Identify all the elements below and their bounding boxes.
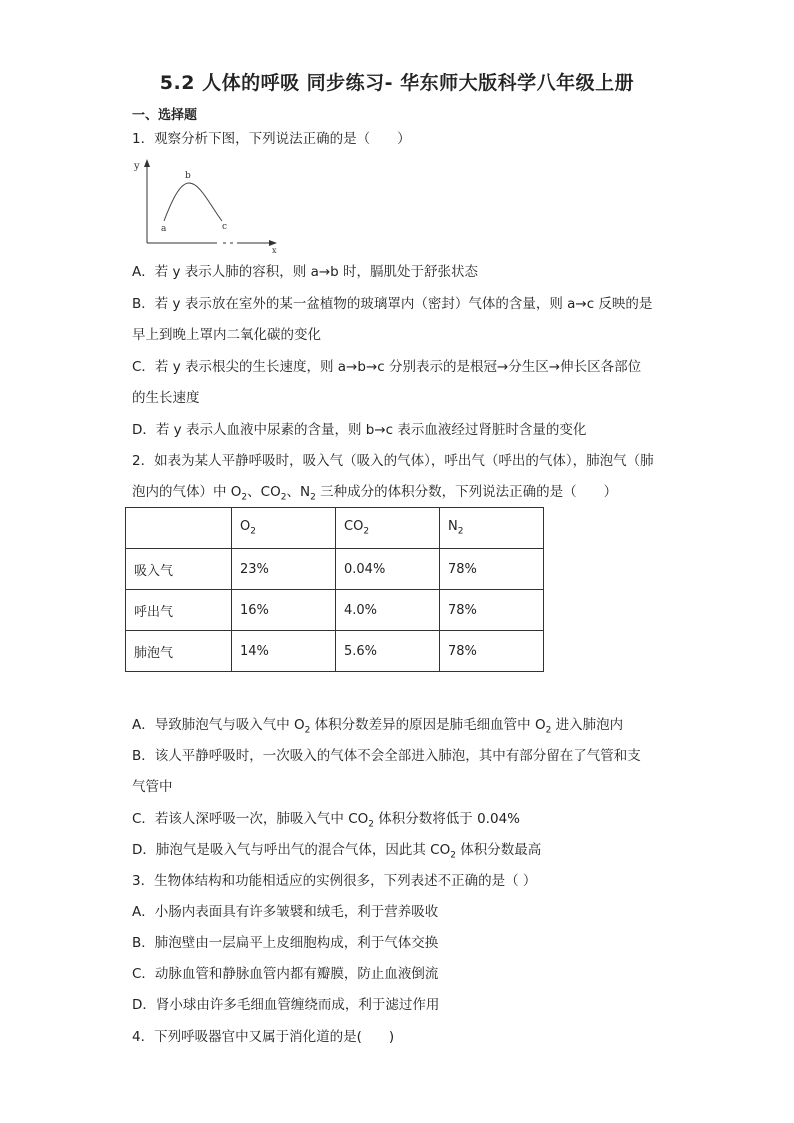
q1-option-a: A．若 y 表示人肺的容积，则 a→b 时，膈肌处于舒张状态 <box>132 264 479 280</box>
table-header-cell <box>126 508 232 549</box>
y-axis-label: y <box>134 161 140 172</box>
point-b-label: b <box>185 171 191 181</box>
table-cell: 23% <box>232 549 336 590</box>
q4-stem: 4．下列呼吸器官中又属于消化道的是( ) <box>132 1029 395 1045</box>
q2-option-d: D．肺泡气是吸入气与呼出气的混合气体，因此其 $CO_2$ 体积分数最高 <box>132 842 542 861</box>
table-cell: 吸入气 <box>126 549 232 590</box>
point-c-label: c <box>222 222 228 232</box>
q3-option-a: A．小肠内表面具有许多皱襞和绒毛，利于营养吸收 <box>132 904 439 920</box>
q1-option-c-line1: C．若 y 表示根尖的生长速度，则 a→b→c 分别表示的是根冠→分生区→伸长区各部位 <box>132 359 642 375</box>
table-cell: 4.0% <box>336 590 440 631</box>
table-header-cell: $N_2$ <box>440 508 544 549</box>
table-cell: 肺泡气 <box>126 631 232 672</box>
q1-option-b-line2: 早上到晚上罩内二氧化碳的变化 <box>132 327 321 343</box>
table-cell: 14% <box>232 631 336 672</box>
table-cell: 78% <box>440 590 544 631</box>
q2-stem-line2: 泡内的气体）中 $O_2$、$CO_2$、$N_2$ 三种成分的体积分数，下列说法正确的是（ ） <box>132 484 618 503</box>
table-cell: 呼出气 <box>126 590 232 631</box>
table-cell: 0.04% <box>336 549 440 590</box>
q2-stem-line1: 2．如表为某人平静呼吸时，吸入气（吸入的气体），呼出气（呼出的气体），肺泡气（肺 <box>132 453 654 469</box>
curve <box>164 183 222 221</box>
gas-composition-table <box>125 507 544 672</box>
point-a-label: a <box>161 224 167 234</box>
q2-option-a: A．导致肺泡气与吸入气中 $O_2$ 体积分数差异的原因是肺毛细血管中 $O_2$ 进入肺泡内 <box>132 717 624 736</box>
q3-option-d: D．肾小球由许多毛细血管缠绕而成，利于滤过作用 <box>132 997 440 1013</box>
q2-option-c: C．若该人深呼吸一次，肺吸入气中 $CO_2$ 体积分数将低于 0.04% <box>132 811 520 830</box>
table-cell: 78% <box>440 631 544 672</box>
table-header-cell: $O_2$ <box>232 508 336 549</box>
q1-curve-figure <box>132 155 282 255</box>
table-row <box>126 631 544 672</box>
x-axis-label: x <box>272 246 277 255</box>
q1-option-b-line1: B．若 y 表示放在室外的某一盆植物的玻璃罩内（密封）气体的含量，则 a→c 反映的是 <box>132 296 653 312</box>
q2-option-b-line2: 气管中 <box>132 779 173 795</box>
y-axis-arrow <box>144 159 150 167</box>
table-cell: 16% <box>232 590 336 631</box>
q2-option-b-line1: B．该人平静呼吸时，一次吸入的气体不会全部进入肺泡，其中有部分留在了气管和支 <box>132 748 641 764</box>
table-row <box>126 590 544 631</box>
q3-option-b: B．肺泡壁由一层扁平上皮细胞构成，利于气体交换 <box>132 935 439 951</box>
q1-option-d: D．若 y 表示人血液中尿素的含量，则 b→c 表示血液经过肾脏时含量的变化 <box>132 422 587 438</box>
page-title: 5.2 人体的呼吸 同步练习- 华东师大版科学八年级上册 <box>159 72 635 94</box>
table-row <box>126 549 544 590</box>
q1-option-c-line2: 的生长速度 <box>132 390 200 406</box>
q1-stem: 1．观察分析下图，下列说法正确的是（ ） <box>132 131 411 147</box>
q3-option-c: C．动脉血管和静脉血管内都有瓣膜，防止血液倒流 <box>132 966 439 982</box>
table-cell: 78% <box>440 549 544 590</box>
table-header-row <box>126 508 544 549</box>
q3-stem: 3．生物体结构和功能相适应的实例很多，下列表述不正确的是（ ） <box>132 873 537 889</box>
table-cell: 5.6% <box>336 631 440 672</box>
table-header-cell: $CO_2$ <box>336 508 440 549</box>
section-heading: 一、选择题 <box>132 108 198 123</box>
